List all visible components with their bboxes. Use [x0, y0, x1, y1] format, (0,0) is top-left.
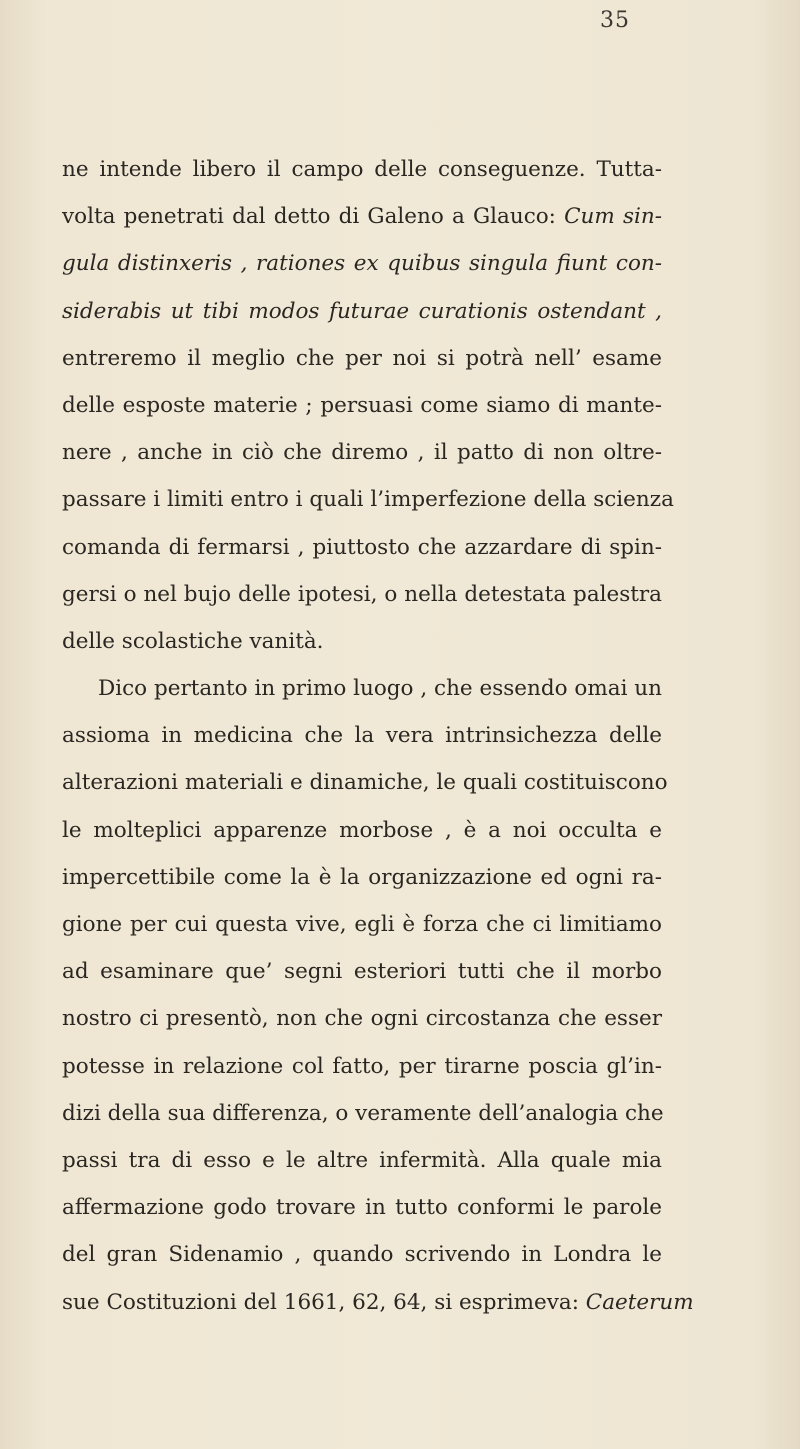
text-line: del gran Sidenamio , quando scrivendo in Londra le [62, 1242, 662, 1268]
text-line: passare i limiti entro i quali l’imperfezione della scienza [62, 487, 674, 513]
text-line: alterazioni materiali e dinamiche, le quali costituiscono [62, 770, 668, 796]
text-line: delle esposte materie ; persuasi come siamo di mante- [62, 392, 662, 418]
text-line: assioma in medicina che la vera intrinsichezza delle [62, 723, 662, 749]
text-line: affermazione godo trovare in tutto conformi le parole [62, 1195, 662, 1221]
text-line: potesse in relazione col fatto, per tirarne poscia gl’in- [62, 1053, 662, 1079]
text-line: comanda di fermarsi , piuttosto che azzardare di spin- [62, 534, 662, 560]
page-number: 35 [600, 8, 630, 33]
text-line: sue Costituzioni del 1661, 62, 64, si esprimeva: Caeterum [62, 1289, 694, 1315]
body-text [62, 146, 694, 1326]
text-line: volta penetrati dal detto di Galeno a Glauco: Cum sin- [62, 204, 662, 230]
text-line: ad esaminare que’ segni esteriori tutti che il morbo [62, 959, 662, 985]
text-line: nostro ci presentò, non che ogni circostanza che esser [62, 1006, 662, 1032]
text-line: entreremo il meglio che per noi si potrà nell’ esame [62, 345, 662, 371]
text-line: delle scolastiche vanità. [62, 628, 324, 654]
text-line: siderabis ut tibi modos futurae curationis ostendant , [62, 298, 662, 324]
text-line: passi tra di esso e le altre infermità. Alla quale mia [62, 1147, 662, 1173]
text-line: gula distinxeris , rationes ex quibus singula fiunt con- [62, 251, 662, 277]
text-line: impercettibile come la è la organizzazione ed ogni ra- [62, 864, 662, 890]
paragraph-start: Dico pertanto in primo luogo , che essendo omai un [98, 676, 662, 702]
text-line: gersi o nel bujo delle ipotesi, o nella detestata palestra [62, 581, 662, 607]
text-line: le molteplici apparenze morbose , è a noi occulta e [62, 817, 662, 843]
text-line: ne intende libero il campo delle conseguenze. Tutta- [62, 157, 662, 182]
text-line: gione per cui questa vive, egli è forza che ci limitiamo [62, 912, 662, 937]
text-line: nere , anche in ciò che diremo , il patto di non oltre- [62, 440, 662, 466]
text-line: dizi della sua differenza, o veramente dell’analogia che [62, 1100, 664, 1126]
